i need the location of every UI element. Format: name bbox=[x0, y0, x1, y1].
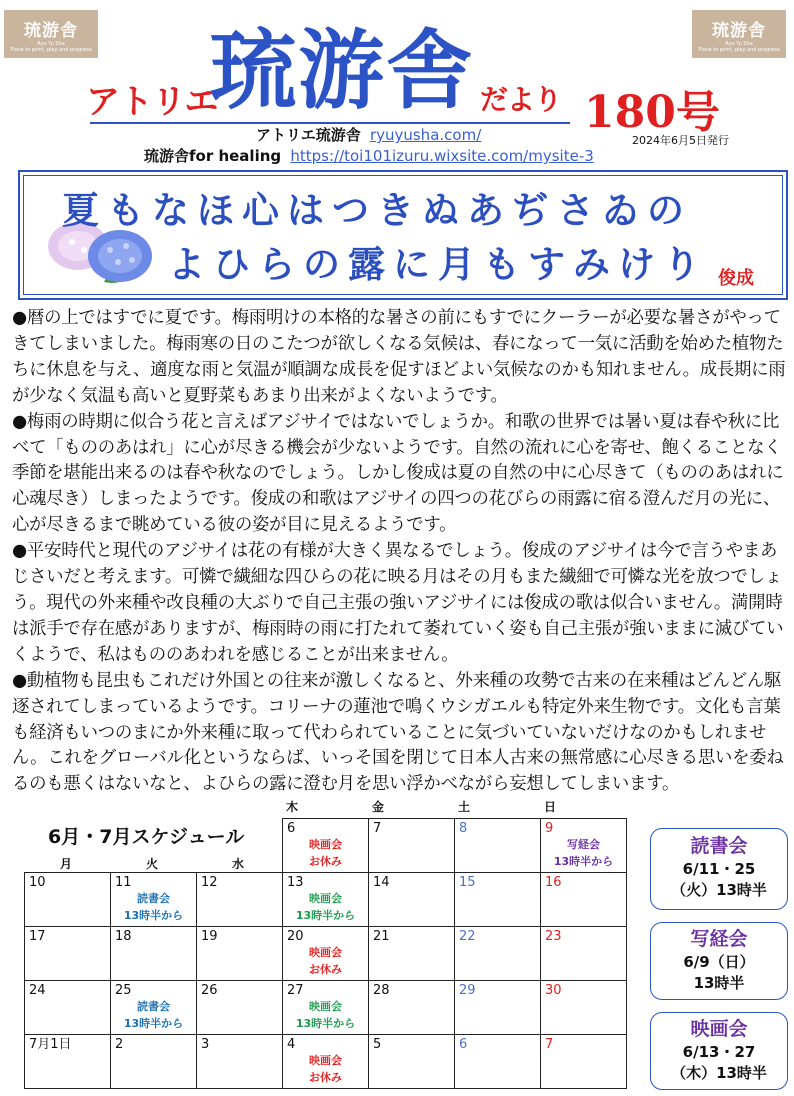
calendar-day-cell bbox=[25, 1035, 111, 1089]
day-event: 映画会 bbox=[309, 838, 342, 851]
day-event: 13時半から bbox=[123, 909, 184, 922]
calendar-day-cell bbox=[283, 927, 369, 981]
sutra-club-time: 13時半 bbox=[693, 974, 745, 992]
calendar-day-cell bbox=[541, 927, 627, 981]
day-number: 27 bbox=[287, 983, 304, 998]
hydrangea-icon bbox=[44, 212, 164, 292]
day-event: お休み bbox=[309, 1071, 342, 1084]
article-paragraph: ●梅雨の時期に似合う花と言えばアジサイではないでしょうか。和歌の世界では暑い夏は春や秋に比べて「もののあはれ」に心が尽きる機会が少ないようです。自然の流れに心を寄せ、飽くることなく季節を堪能出来るのは春や秋なのでしょう。しかし俊成は夏の自然の中に心尽きて（もののあはれに心魂尽き）しまったようです。俊成の和歌はアジサイの四つの花びらの雨露に宿る澄んだ月の光に、心が尽きるまで眺めている彼の姿が目に見えるようです。 bbox=[12, 411, 784, 536]
calendar-day-cell bbox=[283, 1035, 369, 1089]
day-number: 17 bbox=[29, 929, 46, 944]
day-number: 20 bbox=[287, 929, 304, 944]
day-number: 28 bbox=[373, 983, 390, 998]
calendar-day-cell bbox=[455, 873, 541, 927]
calendar-day-cell bbox=[369, 927, 455, 981]
poem-box bbox=[18, 170, 788, 300]
day-event: 読書会 bbox=[137, 1000, 170, 1013]
day-event: 映画会 bbox=[309, 946, 342, 959]
poem-line-1: 夏もなほ心はつきぬあぢさゐの bbox=[62, 188, 692, 232]
reading-club-title: 読書会 bbox=[690, 835, 748, 857]
day-number: 4 bbox=[287, 1037, 296, 1052]
reading-club-dates: 6/11・25 bbox=[682, 860, 756, 878]
atelier-line bbox=[256, 124, 481, 145]
day-number: 18 bbox=[115, 929, 132, 944]
logo-name: 琉游舎 bbox=[24, 21, 78, 41]
day-event: 13時半から bbox=[553, 855, 614, 868]
movie-club-dates: 6/13・27 bbox=[682, 1043, 756, 1061]
calendar-day-cell bbox=[541, 981, 627, 1035]
calendar-day-cell bbox=[111, 981, 197, 1035]
day-number: 3 bbox=[201, 1037, 210, 1052]
day-number: 7 bbox=[373, 821, 382, 836]
healing-line bbox=[144, 145, 594, 166]
day-event: お休み bbox=[309, 963, 342, 976]
calendar-day-cell bbox=[25, 981, 111, 1035]
calendar-day-cell bbox=[283, 981, 369, 1035]
day-event: 13時半から bbox=[123, 1017, 184, 1030]
calendar-day-cell bbox=[369, 873, 455, 927]
calendar-day-cell bbox=[197, 1035, 283, 1089]
weekday-label: 水 bbox=[232, 857, 245, 871]
calendar-week-row bbox=[25, 1035, 627, 1089]
calendar-day-cell bbox=[541, 819, 627, 873]
schedule-title: 6月・7月スケジュール bbox=[48, 826, 245, 848]
logo-right bbox=[692, 10, 786, 58]
day-number: 8 bbox=[459, 821, 468, 836]
calendar-day-cell bbox=[455, 1035, 541, 1089]
weekday-label: 木 bbox=[286, 800, 299, 814]
day-event: 映画会 bbox=[309, 1054, 342, 1067]
calendar-day-cell bbox=[197, 873, 283, 927]
calendar-day-cell bbox=[197, 981, 283, 1035]
article-paragraph: ●暦の上ではすでに夏です。梅雨明けの本格的な暑さの前にもすでにクーラーが必要な暑さがやってきてしまいました。梅雨寒の日のこたつが欲しくなる気候は、春になって一気に活動を始めた植物たちに休息を与え、適度な雨と気温が順調な成長を促すほどよい気候なのかも知れません。成長期に雨が少なく気温も高いと夏野菜もあまり出来がよくないようです。 bbox=[12, 308, 786, 406]
calendar-first-week bbox=[282, 818, 627, 873]
calendar-day-cell bbox=[111, 1035, 197, 1089]
day-number: 14 bbox=[373, 875, 390, 890]
calendar-day-cell bbox=[111, 927, 197, 981]
calendar-day-cell bbox=[283, 819, 369, 873]
calendar-day-cell bbox=[455, 927, 541, 981]
day-event: 映画会 bbox=[309, 1000, 342, 1013]
calendar-day-cell bbox=[455, 981, 541, 1035]
atelier-link[interactable]: ryuyusha.com/ bbox=[369, 126, 482, 144]
calendar-week-row bbox=[25, 981, 627, 1035]
issue-number: 180号 bbox=[584, 87, 720, 138]
calendar-day-cell bbox=[541, 873, 627, 927]
day-number: 21 bbox=[373, 929, 390, 944]
calendar-day-cell bbox=[369, 981, 455, 1035]
calendar-week-row bbox=[25, 927, 627, 981]
day-number: 12 bbox=[201, 875, 218, 890]
sutra-club-title: 写経会 bbox=[690, 928, 748, 950]
calendar-day-cell bbox=[283, 873, 369, 927]
movie-club-time: （木）13時半 bbox=[671, 1064, 767, 1082]
day-number: 6 bbox=[459, 1037, 468, 1052]
day-number: 2 bbox=[115, 1037, 124, 1052]
issue-date: 2024年6月5日発行 bbox=[632, 134, 729, 147]
day-event: 13時半から bbox=[295, 1017, 356, 1030]
calendar-day-cell bbox=[111, 873, 197, 927]
weekday-label: 土 bbox=[458, 800, 471, 814]
day-number: 5 bbox=[373, 1037, 382, 1052]
article-body bbox=[12, 306, 788, 798]
healing-link[interactable]: https://toi101izuru.wixsite.com/mysite-3 bbox=[290, 147, 594, 165]
day-number: 16 bbox=[545, 875, 562, 890]
day-number: 22 bbox=[459, 929, 476, 944]
day-number: 11 bbox=[115, 875, 132, 890]
weekday-label: 金 bbox=[372, 800, 385, 814]
weekday-label: 月 bbox=[60, 857, 73, 871]
logo-sub: Ryu Yu Sha bbox=[725, 41, 753, 47]
calendar-week-row bbox=[25, 873, 627, 927]
day-number: 23 bbox=[545, 929, 562, 944]
logo-left bbox=[4, 10, 98, 58]
logo-tagline: Place to print, play and progress bbox=[10, 47, 92, 53]
movie-club-title: 映画会 bbox=[690, 1018, 748, 1040]
article-paragraph: ●動植物も昆虫もこれだけ外国との往来が激しくなると、外来種の攻勢で古来の在来種はどんどん駆逐されてしまっているようです。コリーナの蓮池で鳴くウシガエルも特定外来生物です。文化も言葉も経済もいつのまにか外来種に取って代わられていることに気づいていないだけなのかもしれません。これをグローバル化というならば、いっそ国を閉じて日本人古来の無常感に心尽きる思いを委ねるのも悪くはないなと、よひらの露に澄む月を思い浮かべながら妄想してしまいます。 bbox=[12, 670, 784, 795]
day-number: 13 bbox=[287, 875, 304, 890]
calendar-grid bbox=[24, 872, 627, 1089]
weekday-label: 火 bbox=[146, 857, 159, 871]
calendar-day-cell bbox=[369, 1035, 455, 1089]
day-number: 30 bbox=[545, 983, 562, 998]
page-title: 琉游舎 bbox=[210, 20, 474, 121]
day-number: 9 bbox=[545, 821, 554, 836]
atelier-label: アトリエ琉游舎 bbox=[256, 126, 361, 144]
poet-name: 俊成 bbox=[718, 268, 754, 289]
day-event: 読書会 bbox=[137, 892, 170, 905]
day-number: 26 bbox=[201, 983, 218, 998]
calendar-day-cell bbox=[455, 819, 541, 873]
day-event: 写経会 bbox=[567, 838, 600, 851]
day-number: 29 bbox=[459, 983, 476, 998]
article-paragraph: ●平安時代と現代のアジサイは花の有様が大きく異なるでしょう。俊成のアジサイは今で言うやまあじさいだと考えます。可憐で繊細な四ひらの花に映る月はその月もまた繊細で可憐な光を放つでしょう。現代の外来種や改良種の大ぶりで自己主張の強いアジサイには俊成の歌は似合いません。満開時は派手で存在感がありますが、梅雨時の雨に打たれて萎れていく姿も自己主張が強いままに滅びていくようで、私はもののあわれを感じることが出来ません。 bbox=[12, 541, 784, 665]
day-event: お休み bbox=[309, 855, 342, 868]
day-event: 映画会 bbox=[309, 892, 342, 905]
calendar-day-cell bbox=[197, 927, 283, 981]
movie-club-box bbox=[650, 1012, 788, 1090]
day-number: 15 bbox=[459, 875, 476, 890]
logo-sub: Ryu Yu Sha bbox=[37, 41, 65, 47]
calendar-day-cell bbox=[369, 819, 455, 873]
day-number: 7 bbox=[545, 1037, 554, 1052]
day-event: 13時半から bbox=[295, 909, 356, 922]
day-number: 6 bbox=[287, 821, 296, 836]
day-number: 24 bbox=[29, 983, 46, 998]
weekday-label: 日 bbox=[544, 800, 557, 814]
reading-club-box bbox=[650, 828, 788, 910]
sutra-club-date: 6/9（日） bbox=[683, 953, 755, 971]
calendar-day-cell bbox=[25, 873, 111, 927]
healing-label: 琉游舎for healing bbox=[144, 147, 282, 165]
reading-club-time: （火）13時半 bbox=[671, 881, 767, 899]
calendar-day-cell bbox=[541, 1035, 627, 1089]
day-number: 10 bbox=[29, 875, 46, 890]
logo-name: 琉游舎 bbox=[712, 21, 766, 41]
poem-line-2: よひらの露に月もすみけり bbox=[168, 242, 708, 286]
logo-tagline: Place to print, play and progress bbox=[698, 47, 780, 53]
day-number: 19 bbox=[201, 929, 218, 944]
sutra-club-box bbox=[650, 922, 788, 1000]
calendar-day-cell bbox=[25, 927, 111, 981]
day-number: 7月1日 bbox=[29, 1037, 72, 1052]
title-prefix: アトリエ bbox=[86, 82, 218, 122]
title-suffix: だより bbox=[480, 83, 562, 116]
day-number: 25 bbox=[115, 983, 132, 998]
